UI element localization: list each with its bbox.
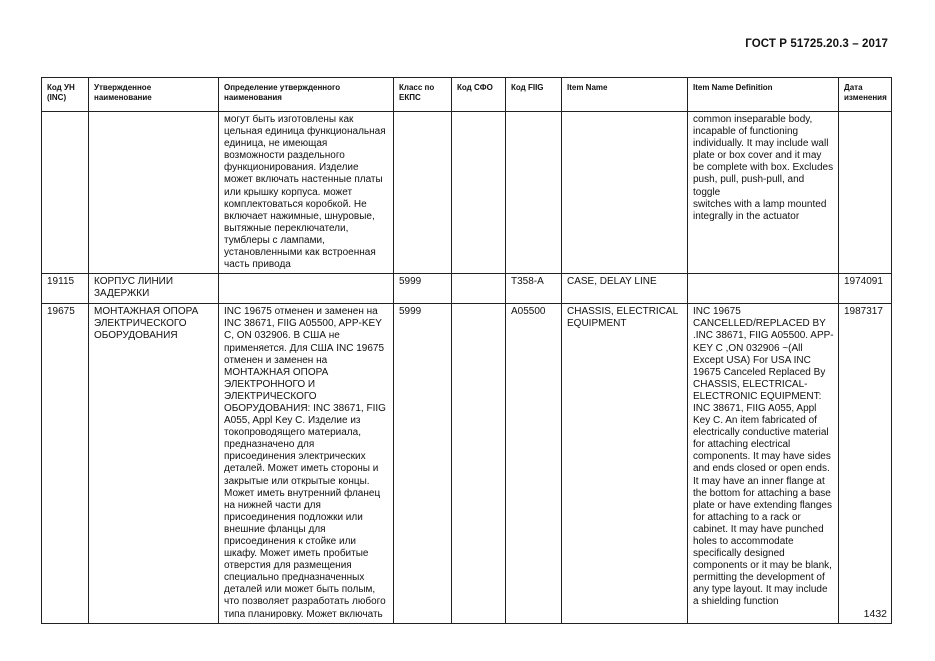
cell-change-date: 1987317 — [839, 304, 892, 623]
table-header-row — [42, 78, 892, 112]
cell-sfo-code — [452, 274, 506, 304]
cell-inc — [42, 112, 89, 274]
nomenclature-table — [41, 77, 892, 624]
table-row — [42, 274, 892, 304]
cell-item-name-definition: INC 19675 CANCELLED/REPLACED BY .INC 38671, FIIG A05500. APP- KEY C ,ON 032906 ~(All Except USA) For USA INC 19675 Canceled Replaced By CHASSIS, ELECTRICAL- ELECTRONIC EQUIPMENT: INC 38671, FIIG A055, Appl Key C. An item fabricated of electrically conductive material for attaching electrical components. It may have sides and ends closed or open ends. It may have an inner flange at the bottom for attaching a base plate or have extending flanges for attaching to a rack or cabinet. It may have punched holes to accommodate specifically designed components or it may be blank, permitting the development of any type layout. It may include a shielding function — [688, 304, 839, 623]
cell-inc: 19675 — [42, 304, 89, 623]
cell-item-name-definition — [688, 274, 839, 304]
cell-change-date: 1974091 — [839, 274, 892, 304]
cell-definition: могут быть изготовлены как цельная единица функциональная единица, не имеющая возможности раздельного функционирования. Изделие может включать настенные платы или крышку корпуса. может комплектоваться коробкой. Не включает нажимные, шнуровые, вытяжные переключатели, тумблеры с лампами, установленными как встроенная часть привода — [219, 112, 394, 274]
header-item-name: Item Name — [562, 78, 688, 112]
header-approved-name: Утвержденное наименование — [89, 78, 219, 112]
cell-ekps-class — [394, 112, 452, 274]
cell-fiig-code: T358-A — [506, 274, 562, 304]
cell-item-name-definition: common inseparable body, incapable of functioning individually. It may include wall plate or box cover and it may be complete with box. Excludes push, pull, push-pull, and toggle switches with a lamp mounted integrally in the actuator — [688, 112, 839, 274]
header-item-name-definition: Item Name Definition — [688, 78, 839, 112]
cell-approved-name — [89, 112, 219, 274]
table-row — [42, 304, 892, 623]
cell-change-date — [839, 112, 892, 274]
table-row — [42, 112, 892, 274]
document-standard-header: ГОСТ Р 51725.20.3 – 2017 — [745, 38, 888, 50]
cell-approved-name: МОНТАЖНАЯ ОПОРА ЭЛЕКТРИЧЕСКОГО ОБОРУДОВАНИЯ — [89, 304, 219, 623]
header-inc: Код УН (INC) — [42, 78, 89, 112]
header-definition: Определение утвержденного наименования — [219, 78, 394, 112]
header-ekps-class: Класс по ЕКПС — [394, 78, 452, 112]
cell-ekps-class: 5999 — [394, 274, 452, 304]
cell-fiig-code: A05500 — [506, 304, 562, 623]
cell-ekps-class: 5999 — [394, 304, 452, 623]
cell-sfo-code — [452, 112, 506, 274]
cell-sfo-code — [452, 304, 506, 623]
cell-fiig-code — [506, 112, 562, 274]
cell-definition — [219, 274, 394, 304]
header-fiig-code: Код FIIG — [506, 78, 562, 112]
cell-approved-name: КОРПУС ЛИНИИ ЗАДЕРЖКИ — [89, 274, 219, 304]
header-change-date: Дата изменения — [839, 78, 892, 112]
cell-item-name: CHASSIS, ELECTRICAL EQUIPMENT — [562, 304, 688, 623]
page-number: 1432 — [863, 608, 887, 620]
header-sfo-code: Код СФО — [452, 78, 506, 112]
cell-item-name: CASE, DELAY LINE — [562, 274, 688, 304]
cell-inc: 19115 — [42, 274, 89, 304]
cell-definition: INC 19675 отменен и заменен на INC 38671, FIIG A05500, APP-KEY C, ON 032906. В США не применяется. Для США INC 19675 отменен и заменен на МОНТАЖНАЯ ОПОРА ЭЛЕКТРОННОГО И ЭЛЕКТРИЧЕСКОГО ОБОРУДОВАНИЯ: INC 38671, FIIG A055, Appl Key C. Изделие из токопроводящего материала, предназначено для присоединения электрических деталей. Может иметь стороны и закрытые или открытые концы. Может иметь внутренний фланец на нижней части для присоединения подложки или внешние фланцы для присоединения к стойке или шкафу. Может иметь пробитые отверстия для размещения специально предназначенных деталей или может быть полым, что позволяет разработать любого типа планировку. Может включать — [219, 304, 394, 623]
cell-item-name — [562, 112, 688, 274]
